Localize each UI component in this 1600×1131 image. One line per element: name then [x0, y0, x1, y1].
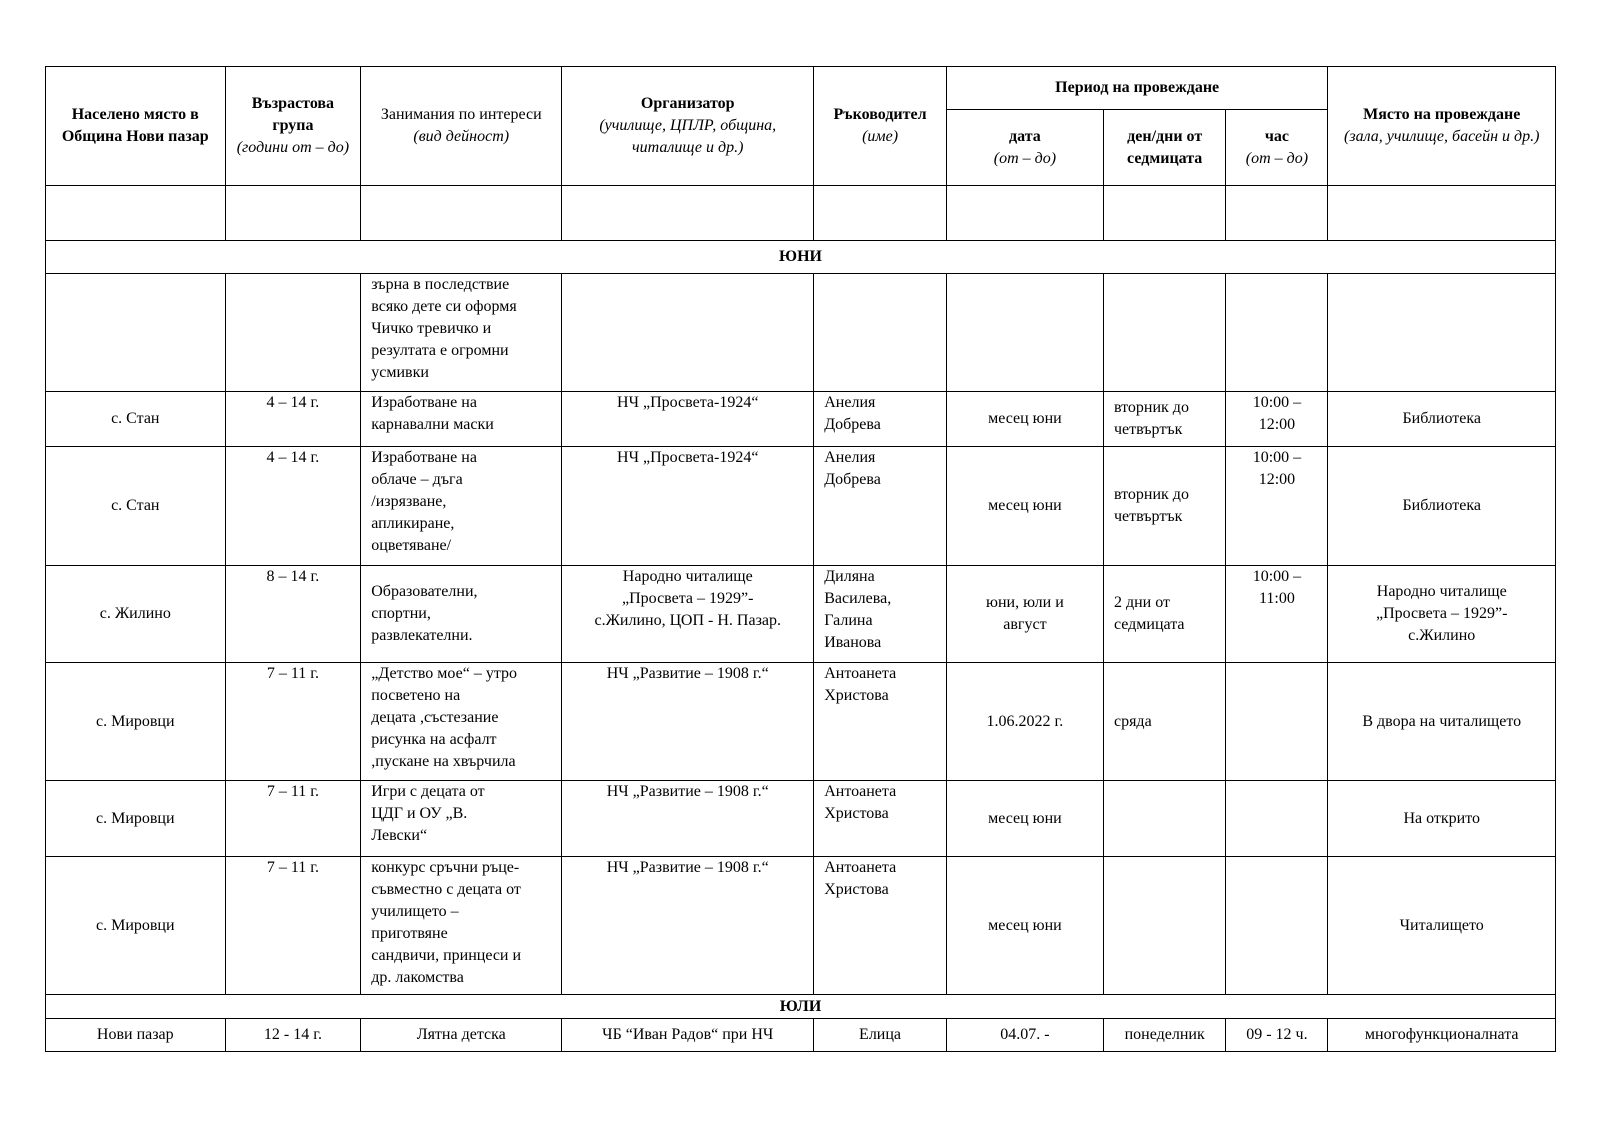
cell-organizer-line: НЧ „Развитие – 1908 г.“ [606, 665, 769, 682]
cell-organizer-line: „Просвета – 1929”- [622, 590, 754, 607]
table-cell [562, 186, 814, 241]
cell-date-line: месец юни [988, 497, 1062, 514]
cell-place-text: с. Стан [111, 497, 160, 514]
cell-organizer-line: Народно читалище [622, 568, 753, 585]
cell-days [1103, 857, 1225, 995]
cell-venue [1328, 781, 1556, 857]
cell-age [225, 447, 361, 566]
cell-venue [1328, 566, 1556, 663]
cell-activity [361, 274, 562, 392]
cell-age [225, 781, 361, 857]
cell-place [46, 274, 226, 392]
cell-activity-line: приготвяне [371, 925, 448, 942]
cell-activity-line: др. лакомства [371, 969, 464, 986]
month-label-july: ЮЛИ [46, 995, 1556, 1019]
cell-venue [1328, 857, 1556, 995]
header-date: дата (от – до) [946, 110, 1103, 186]
cell-activity [361, 781, 562, 857]
cell-activity-line: апликиране, [371, 515, 455, 532]
cell-organizer-line: с.Жилино, ЦОП - Н. Пазар. [594, 612, 781, 629]
empty-row [46, 186, 1556, 241]
cell-activity-line: училището – [371, 903, 459, 920]
cell-leader: Елица [814, 1019, 947, 1052]
table-row [46, 566, 1556, 663]
cell-date-line: 1.06.2022 г. [986, 712, 1064, 730]
header-organizer: Организатор (училище, ЦПЛР, община, читалище и др.) [562, 67, 814, 186]
cell-time [1226, 857, 1328, 995]
cell-venue [1328, 663, 1556, 781]
cell-activity-line: всяко дете си оформя [371, 298, 517, 315]
cell-activity-line: Чичко тревичко и [371, 320, 492, 337]
cell-days [1103, 566, 1225, 663]
cell-leader [814, 663, 947, 781]
cell-date-line: месец юни [988, 916, 1062, 934]
cell-organizer [562, 781, 814, 857]
table-row [46, 274, 1556, 392]
cell-place-text: с. Жилино [99, 605, 171, 622]
cell-leader [814, 857, 947, 995]
cell-time [1226, 447, 1328, 566]
cell-activity [361, 566, 562, 663]
table-row [46, 857, 1556, 995]
cell-age-text: 7 – 11 г. [266, 859, 319, 876]
cell-activity-line: децата ,състезание [371, 709, 499, 726]
cell-leader-line: Галина [824, 612, 873, 629]
cell-time-line: 12:00 [1258, 471, 1296, 488]
cell-activity-line: „Детство мое“ – утро [371, 665, 517, 682]
cell-date [946, 566, 1103, 663]
cell-days-line: вторник до [1113, 399, 1189, 416]
cell-venue [1328, 447, 1556, 566]
header-time: час (от – до) [1226, 110, 1328, 186]
cell-age-text: 7 – 11 г. [266, 783, 319, 800]
table-cell [225, 186, 361, 241]
cell-activity-line: усмивки [371, 364, 429, 381]
cell-date [946, 274, 1103, 392]
cell-date [946, 447, 1103, 566]
header-days: ден/дни от седмицата [1103, 110, 1225, 186]
table-row [46, 392, 1556, 447]
cell-activity-line: развлекателни. [371, 627, 473, 644]
cell-activity-line: конкурс сръчни ръце- [371, 859, 520, 876]
cell-leader [814, 447, 947, 566]
cell-date [946, 781, 1103, 857]
cell-leader [814, 392, 947, 447]
cell-time-line: 12:00 [1258, 416, 1296, 433]
cell-leader-line: Христова [824, 687, 889, 704]
cell-date-line: месец юни [988, 410, 1062, 427]
cell-organizer-line: НЧ „Развитие – 1908 г.“ [606, 859, 769, 876]
cell-activity-line: карнавални маски [371, 416, 494, 433]
cell-time-line: 10:00 – [1252, 449, 1302, 466]
cell-activity [361, 392, 562, 447]
cell-venue-line: В двора на читалището [1362, 712, 1522, 730]
cell-place: Нови пазар [46, 1019, 226, 1052]
cell-venue-line: Народно читалище [1376, 583, 1507, 600]
table-body [46, 186, 1556, 1052]
cell-leader-line: Антоанета [824, 783, 897, 800]
cell-time [1226, 781, 1328, 857]
cell-age: 12 - 14 г. [225, 1019, 361, 1052]
cell-age-text: 7 – 11 г. [266, 665, 319, 682]
cell-time-line: 11:00 [1258, 590, 1295, 607]
cell-activity-line: спортни, [371, 605, 431, 622]
cell-venue-line: „Просвета – 1929”- [1376, 605, 1508, 622]
cell-activity [361, 857, 562, 995]
cell-activity-line: Изработване на [371, 449, 477, 466]
cell-time: 09 - 12 ч. [1226, 1019, 1328, 1052]
cell-age [225, 392, 361, 447]
cell-date-line: август [1003, 616, 1047, 633]
table-cell [46, 186, 226, 241]
cell-leader-line: Христова [824, 881, 889, 898]
cell-place [46, 663, 226, 781]
cell-activity: Лятна детска [361, 1019, 562, 1052]
cell-time [1226, 392, 1328, 447]
cell-days-line: вторник до [1113, 486, 1189, 503]
cell-venue [1328, 274, 1556, 392]
table-cell [1103, 186, 1225, 241]
table-cell [1328, 186, 1556, 241]
cell-leader [814, 781, 947, 857]
cell-date-line: месец юни [988, 809, 1062, 827]
cell-organizer [562, 857, 814, 995]
header-period: Период на провеждане [946, 67, 1328, 110]
cell-activity-line: ЦДГ и ОУ „В. [371, 805, 468, 822]
cell-activity-line: сандвичи, принцеси и [371, 947, 522, 964]
cell-organizer-line: НЧ „Развитие – 1908 г.“ [606, 783, 769, 800]
cell-venue-line: Читалището [1399, 916, 1484, 934]
cell-leader-line: Анелия [824, 394, 876, 411]
table-row [46, 781, 1556, 857]
cell-leader-line: Анелия [824, 449, 876, 466]
cell-venue-line: На открито [1403, 809, 1480, 827]
cell-leader-line: Василева, [824, 590, 892, 607]
cell-activity-line: оцветяване/ [371, 537, 452, 554]
cell-age [225, 857, 361, 995]
cell-organizer [562, 274, 814, 392]
cell-time [1226, 274, 1328, 392]
cell-activity-line: Игри с децата от [371, 783, 485, 800]
cell-date: 04.07. - [946, 1019, 1103, 1052]
cell-organizer [562, 392, 814, 447]
cell-activity-line: Левски“ [371, 827, 428, 844]
cell-activity-line: рисунка на асфалт [371, 731, 497, 748]
header-venue: Място на провеждане (зала, училище, басейн и др.) [1328, 67, 1556, 186]
cell-activity-line: Образователни, [371, 583, 478, 600]
cell-age [225, 274, 361, 392]
cell-place-text: с. Мировци [95, 809, 175, 827]
cell-organizer [562, 447, 814, 566]
cell-venue: многофункционалната [1328, 1019, 1556, 1052]
cell-leader-line: Иванова [824, 634, 882, 651]
cell-date-line: юни, юли и [986, 594, 1064, 611]
cell-activity-line: Изработване на [371, 394, 477, 411]
cell-age-text: 8 – 14 г. [266, 568, 320, 585]
cell-organizer-line: НЧ „Просвета-1924“ [617, 449, 759, 466]
cell-days-line: 2 дни от [1113, 594, 1171, 611]
table-cell [946, 186, 1103, 241]
cell-venue-line: с.Жилино [1408, 627, 1476, 644]
cell-place [46, 392, 226, 447]
table-row [46, 663, 1556, 781]
schedule-table [45, 66, 1556, 1052]
cell-place [46, 566, 226, 663]
table-cell [1226, 186, 1328, 241]
month-row-june [46, 241, 1556, 274]
cell-leader-line: Добрева [824, 471, 881, 488]
cell-days-line: четвъртък [1113, 421, 1183, 438]
cell-days-line: седмицата [1113, 616, 1185, 633]
cell-activity-line: съвместно с децата от [371, 881, 521, 898]
cell-age [225, 566, 361, 663]
cell-activity-line: /изрязване, [371, 493, 447, 510]
cell-place-text: с. Стан [111, 410, 160, 427]
cell-organizer [562, 566, 814, 663]
cell-place [46, 447, 226, 566]
cell-days [1103, 663, 1225, 781]
cell-date [946, 392, 1103, 447]
cell-activity-line: облаче – дъга [371, 471, 463, 488]
cell-place [46, 781, 226, 857]
cell-days: понеделник [1103, 1019, 1225, 1052]
cell-age [225, 663, 361, 781]
cell-leader-line: Антоанета [824, 859, 897, 876]
header-place: Населено място в Община Нови пазар [46, 67, 226, 186]
cell-time-line: 10:00 – [1252, 568, 1302, 585]
cell-activity [361, 663, 562, 781]
cell-activity [361, 447, 562, 566]
cell-place-text: с. Мировци [95, 712, 175, 730]
cell-age-text: 4 – 14 г. [266, 394, 320, 411]
header-activity: Занимания по интереси (вид дейност) [361, 67, 562, 186]
cell-venue [1328, 392, 1556, 447]
table-header [46, 67, 1556, 186]
table-row [46, 447, 1556, 566]
cell-days [1103, 274, 1225, 392]
table-cell [361, 186, 562, 241]
cell-date [946, 663, 1103, 781]
cell-leader [814, 566, 947, 663]
cell-time [1226, 663, 1328, 781]
cell-days-line: сряда [1113, 712, 1152, 730]
cell-leader [814, 274, 947, 392]
cell-days [1103, 392, 1225, 447]
cell-days [1103, 447, 1225, 566]
cell-days [1103, 781, 1225, 857]
cell-organizer: ЧБ “Иван Радов“ при НЧ [562, 1019, 814, 1052]
cell-activity-line: зърна в последствие [371, 276, 510, 293]
cell-activity-line: резултата е огромни [371, 342, 509, 359]
cell-time [1226, 566, 1328, 663]
table-row [46, 1019, 1556, 1052]
cell-days-line: четвъртък [1113, 508, 1183, 525]
header-leader: Ръководител (име) [814, 67, 947, 186]
cell-leader-line: Добрева [824, 416, 881, 433]
cell-leader-line: Антоанета [824, 665, 897, 682]
header-age-group: Възрастова група (години от – до) [225, 67, 361, 186]
cell-venue-line: Библиотека [1402, 497, 1481, 514]
cell-activity-line: ,пускане на хвърчила [371, 753, 516, 770]
cell-leader-line: Христова [824, 805, 889, 822]
cell-venue-line: Библиотека [1402, 410, 1481, 427]
cell-date [946, 857, 1103, 995]
cell-time-line: 10:00 – [1252, 394, 1302, 411]
cell-organizer-line: НЧ „Просвета-1924“ [617, 394, 759, 411]
cell-age-text: 4 – 14 г. [266, 449, 320, 466]
cell-leader-line: Диляна [824, 568, 875, 585]
cell-place [46, 857, 226, 995]
cell-place-text: с. Мировци [95, 916, 175, 934]
cell-activity-line: посветено на [371, 687, 461, 704]
cell-organizer [562, 663, 814, 781]
month-label-june: ЮНИ [46, 241, 1556, 274]
month-row-july [46, 995, 1556, 1019]
table-cell [814, 186, 947, 241]
